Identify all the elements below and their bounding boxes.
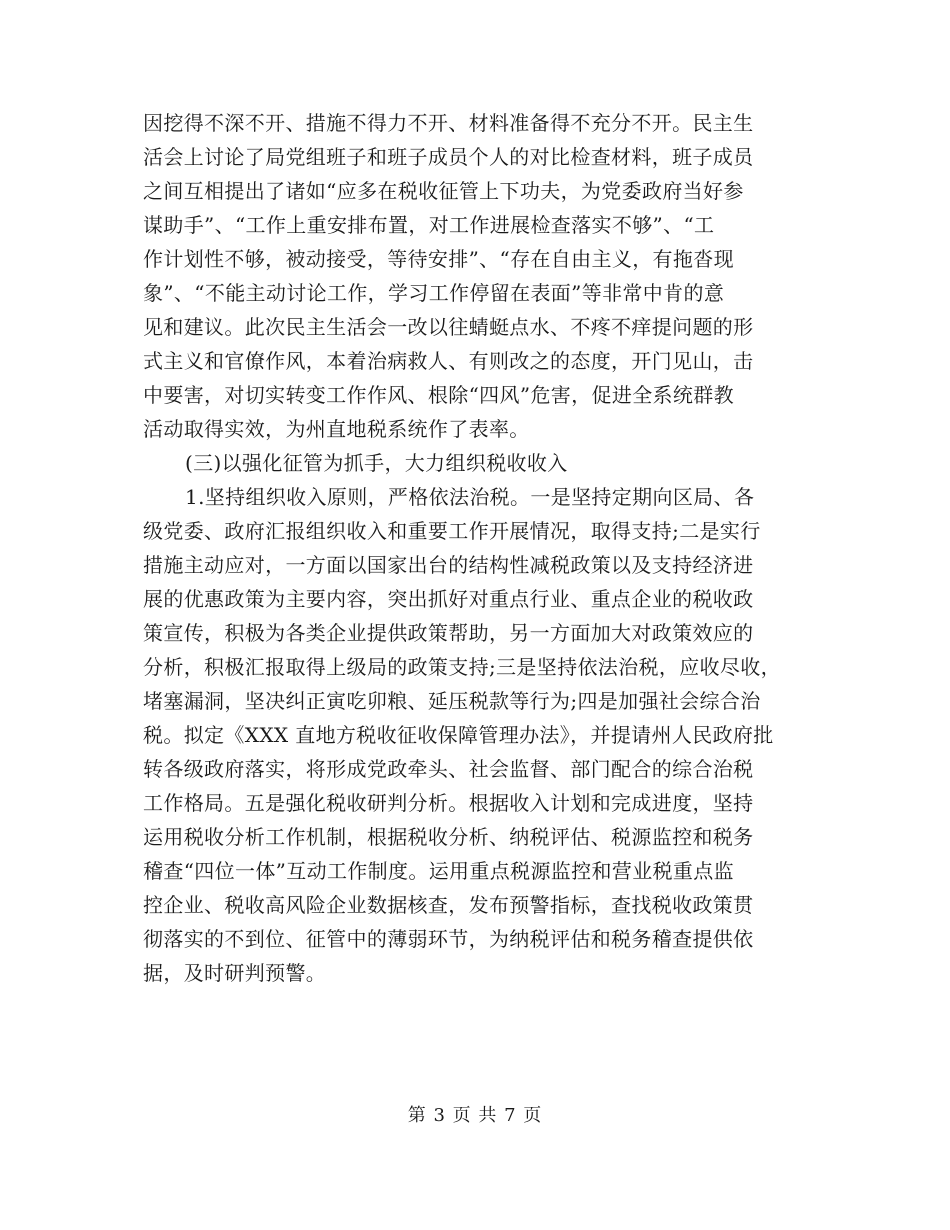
page-footer: 第 3 页 共 7 页	[407, 1105, 543, 1126]
body-line: 活动取得实效，为州直地税系统作了表率。	[143, 417, 530, 441]
body-line: 之间互相提出了诸如“应多在税收征管上下功夫，为党委政府当好参	[143, 179, 744, 203]
body-line: 措施主动应对，一方面以国家出台的结构性减税政策以及支持经济进	[143, 553, 754, 577]
body-line: 中要害，对切实转变工作作风、根除“四风”危害，促进全系统群教	[143, 383, 734, 407]
body-line: 因挖得不深不开、措施不得力不开、材料准备得不充分不开。民主生	[143, 111, 754, 135]
body-line: 转各级政府落实，将形成党政牵头、社会监督、部门配合的综合治税	[143, 757, 754, 781]
body-line: 象”、“不能主动讨论工作，学习工作停留在表面”等非常中肯的意	[143, 281, 725, 305]
body-line: 谋助手”、“工作上重安排布置，对工作进展检查落实不够”、“工	[143, 213, 715, 237]
body-line: 堵塞漏洞，坚决纠正寅吃卯粮、延压税款等行为;四是加强社会综合治	[143, 689, 761, 713]
body-line: 分析，积极汇报取得上级局的政策支持;三是坚持依法治税，应收尽收，	[143, 655, 781, 679]
body-line: 工作格局。五是强化税收研判分析。根据收入计划和完成进度，坚持	[143, 791, 754, 815]
body-line: 据，及时研判预警。	[143, 961, 327, 985]
body-line: 活会上讨论了局党组班子和班子成员个人的对比检查材料，班子成员	[143, 145, 754, 169]
body-line: 1.坚持组织收入原则，严格依法治税。一是坚持定期向区局、各	[185, 485, 755, 509]
body-line: 稽查“四位一体”互动工作制度。运用重点税源监控和营业税重点监	[143, 859, 734, 883]
body-line: 策宣传，积极为各类企业提供政策帮助，另一方面加大对政策效应的	[143, 621, 754, 645]
body-line: 式主义和官僚作风，本着治病救人、有则改之的态度，开门见山，击	[143, 349, 754, 373]
body-line: 运用税收分析工作机制，根据税收分析、纳税评估、税源监控和税务	[143, 825, 754, 849]
body-line: 作计划性不够，被动接受，等待安排”、“存在自由主义，有拖沓现	[143, 247, 734, 271]
body-line: 彻落实的不到位、征管中的薄弱环节，为纳税评估和税务稽查提供依	[143, 927, 754, 951]
body-line: 控企业、税收高风险企业数据核查，发布预警指标，查找税收政策贯	[143, 893, 754, 917]
document-body	[143, 106, 813, 990]
body-line: 见和建议。此次民主生活会一改以往蜻蜓点水、不疼不痒提问题的形	[143, 315, 754, 339]
body-line: 级党委、政府汇报组织收入和重要工作开展情况，取得支持;二是实行	[143, 519, 761, 543]
section-heading: (三)以强化征管为抓手，大力组织税收收入	[185, 451, 568, 475]
body-line: 展的优惠政策为主要内容，突出抓好对重点行业、重点企业的税收政	[143, 587, 754, 611]
body-line: 税。拟定《XXX 直地方税收征收保障管理办法》，并提请州人民政府批	[143, 723, 774, 747]
